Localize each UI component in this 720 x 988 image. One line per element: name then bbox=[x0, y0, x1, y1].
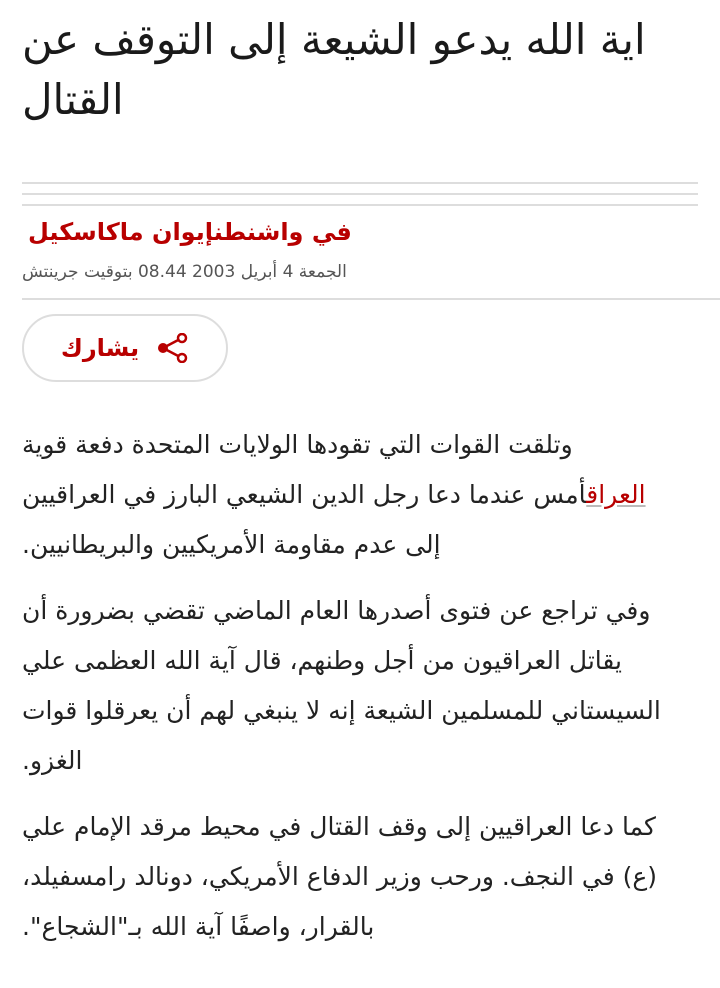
article-body bbox=[22, 420, 698, 952]
divider-rules bbox=[22, 182, 698, 206]
paragraph-2: وفي تراجع عن فتوى أصدرها العام الماضي تقضي بضرورة أن يقاتل العراقيون من أجل وطنهم، قال آية الله العظمى علي السيستاني للمسلمين الشيعة إنه لا ينبغي لهم أن يعرقلوا قوات الغزو. bbox=[22, 596, 661, 775]
paragraph-3: كما دعا العراقيين إلى وقف القتال في محيط مرقد الإمام علي (ع) في النجف. ورحب وزير الدفاع الأمريكي، دونالد رامسفيلد، بالقرار، واصفًا آية الله بـ"الشجاع". bbox=[22, 812, 658, 941]
divider bbox=[22, 298, 720, 300]
link-iraq[interactable]: العراق bbox=[586, 480, 646, 509]
share-button[interactable] bbox=[22, 314, 228, 382]
publish-date: الجمعة 4 أبريل 2003 08.44 بتوقيت جرينتش bbox=[22, 262, 347, 282]
text: أمس عندما دعا رجل الدين الشيعي البارز في العراقيين إلى عدم مقاومة الأمريكيين والبريطانيين. bbox=[22, 480, 587, 559]
share-icon bbox=[157, 333, 189, 363]
byline[interactable]: في واشنطنإيوان ماكاسكيل bbox=[28, 218, 352, 246]
share-label: يشارك bbox=[60, 334, 140, 362]
headline: اية الله يدعو الشيعة إلى التوقف عن القتال bbox=[22, 15, 646, 124]
paragraph-1 bbox=[22, 420, 662, 570]
text: وتلقت القوات التي تقودها الولايات المتحدة دفعة قوية bbox=[22, 430, 573, 459]
